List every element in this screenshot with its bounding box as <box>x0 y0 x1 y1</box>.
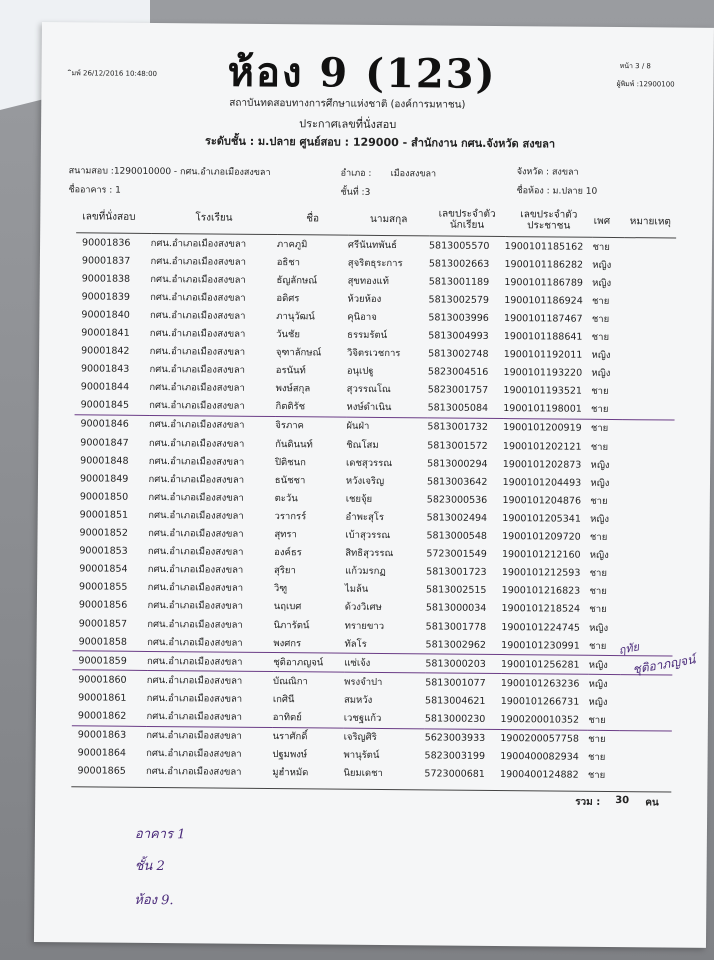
table-cell: 1900101188641 <box>503 331 583 343</box>
table-cell: 5813001778 <box>425 620 487 633</box>
table-cell: 1900101218524 <box>501 603 581 616</box>
table-cell: 90001851 <box>79 509 129 521</box>
column-header: หมายเหตุ <box>624 205 676 238</box>
table-cell: ชาย <box>587 770 606 782</box>
table-cell: อดิศร <box>276 292 300 305</box>
handwritten-floor: ชั้น 2 <box>134 858 165 875</box>
table-cell: ด้วงวิเศษ <box>344 602 382 614</box>
column-header: โรงเรียน <box>151 201 278 235</box>
table-cell: 5813000203 <box>425 654 501 674</box>
table-cell: ชาย <box>590 441 609 453</box>
table-cell: 5823000536 <box>426 494 488 506</box>
table-cell: หญิง <box>589 655 621 674</box>
table-cell: หวังเจริญ <box>345 475 385 487</box>
document-title: ประกาศเลขที่นั่งสอบ <box>299 117 397 132</box>
table-cell: กศน.อำเภอเมืองสงขลา <box>148 509 244 522</box>
column-header: เพศ <box>593 205 625 238</box>
table-cell: ทรายขาว <box>344 620 385 632</box>
district-label: อำเภอ : <box>340 168 372 179</box>
table-cell: พรงจำปา <box>344 676 383 688</box>
table-cell: คุนิอาจ <box>347 311 377 323</box>
table-cell: 90001864 <box>77 747 127 759</box>
table-cell: สมหวัง <box>343 694 373 706</box>
table-cell: 90001842 <box>81 345 130 357</box>
table-cell <box>624 274 676 293</box>
table-cell: 5823003199 <box>424 750 486 763</box>
total-unit: คน <box>645 797 659 809</box>
table-cell: 5813001189 <box>428 276 490 288</box>
table-cell: เวชฐแก้ว <box>344 709 425 728</box>
table-cell: หญิง <box>590 513 610 525</box>
table-cell: ธรรมรัตน์ <box>347 329 388 342</box>
table-cell: 1900101230991 <box>501 636 589 655</box>
table-cell <box>624 256 676 275</box>
table-cell: หญิง <box>589 622 609 634</box>
table-cell: ชาย <box>589 586 607 598</box>
table-cell: กศน.อำเภอเมืองสงขลา <box>147 652 273 672</box>
table-cell: พงศกร <box>273 634 344 653</box>
table-cell: พงษ์สกุล <box>275 383 311 395</box>
table-cell: 90001848 <box>80 455 129 467</box>
table-cell: 5813002579 <box>428 294 490 306</box>
table-cell: 90001839 <box>81 291 131 303</box>
table-cell: ชาย <box>588 733 606 746</box>
table-cell <box>622 529 674 548</box>
table-cell: 1900101216823 <box>501 585 581 598</box>
table-cell: อรนันท์ <box>275 365 306 377</box>
table-body <box>71 233 676 786</box>
table-cell: 90001836 <box>82 236 131 249</box>
table-cell: กศน.อำเภอเมืองสงขลา <box>150 273 246 286</box>
table-cell: 1900101205341 <box>502 512 581 525</box>
column-header: นามสกุล <box>348 203 429 236</box>
table-cell: 90001857 <box>78 617 128 630</box>
table-cell: 90001859 <box>72 651 147 671</box>
table-cell: มูฮำหมัด <box>272 767 309 779</box>
table-cell: 90001846 <box>80 418 129 431</box>
table-cell: 5813003996 <box>428 312 489 324</box>
table-cell: 1900101263236 <box>500 677 580 690</box>
table-cell: 5813000230 <box>425 710 501 729</box>
table-cell: กันดินนท์ <box>275 438 313 450</box>
table-cell: นิภารัตน์ <box>273 619 310 631</box>
table-cell: แซ่เจ้ง <box>344 653 425 673</box>
table-cell: กศน.อำเภอเมืองสงขลา <box>148 527 244 540</box>
table-cell: 1900200057758 <box>500 733 580 745</box>
table-cell: 5723001549 <box>426 548 487 561</box>
table-cell: กิตติรัช <box>275 398 346 417</box>
table-cell: ชาย <box>590 495 608 507</box>
table-cell: 5813002663 <box>428 258 490 270</box>
table-cell <box>623 310 675 329</box>
table-cell <box>620 767 672 786</box>
table-cell: ภาคภูมิ <box>276 238 308 250</box>
table-cell: 5813004621 <box>425 695 486 707</box>
table-cell: 90001837 <box>81 254 131 267</box>
margin-note-1: ฤทัย <box>617 640 641 658</box>
table-cell: 1900101204876 <box>502 494 582 507</box>
table-cell: หญิง <box>592 259 612 271</box>
table-cell: กศน.อำเภอเมืองสงขลา <box>150 291 246 304</box>
table-cell: สุวรรณโณ <box>346 383 391 396</box>
table-cell: สุขทองแท้ <box>347 275 389 287</box>
table-cell: 5823001757 <box>427 384 489 397</box>
table-cell: 90001856 <box>78 599 128 612</box>
table-cell: 90001850 <box>79 491 129 503</box>
table-cell: 90001853 <box>79 545 128 557</box>
table-cell: ชาย <box>589 531 608 543</box>
table-cell: สุริยา <box>273 565 296 577</box>
table-cell: ธนัชชา <box>274 474 306 487</box>
table-cell: 90001854 <box>79 563 128 576</box>
seating-table <box>71 200 676 785</box>
table-cell: 1900101212593 <box>501 567 581 579</box>
table-cell: ชาย <box>591 401 623 420</box>
table-cell: จุฑาลักษณ์ <box>275 347 322 359</box>
table-cell: องค์ธร <box>274 547 302 559</box>
table-cell: 1900101193521 <box>503 385 583 398</box>
table-cell: 90001840 <box>81 309 130 321</box>
table-cell: สิทธิสุวรรณ <box>345 547 394 560</box>
table-row <box>71 762 671 785</box>
table-cell <box>620 712 672 731</box>
table-cell: 1900101202873 <box>502 458 582 471</box>
table-cell: 90001855 <box>79 581 128 594</box>
table-cell: 90001838 <box>81 273 131 285</box>
table-cell: อาทิตย์ <box>273 708 344 727</box>
table-cell: เกศินี <box>272 693 295 706</box>
table-cell: 5823004516 <box>427 366 489 379</box>
table-cell: ชาย <box>589 568 608 580</box>
table-cell: วันชัย <box>276 329 300 341</box>
table-cell: ห้วยห้อง <box>347 293 382 305</box>
table-cell: ชาย <box>591 313 610 325</box>
table-cell: 5813000548 <box>426 530 487 542</box>
table-cell: 5813004993 <box>428 330 489 342</box>
table-cell: 1900101186924 <box>504 294 583 307</box>
table-cell <box>623 347 675 366</box>
table-cell: วิฑู <box>273 583 288 595</box>
table-cell: วิจิตรเวชการ <box>346 347 401 360</box>
table-cell <box>620 749 672 768</box>
table-cell <box>622 474 674 493</box>
table-cell: 1900101193220 <box>503 367 583 379</box>
table-cell: หญิง <box>590 477 610 489</box>
table-cell: กศน.อำเภอเมืองสงขลา <box>149 382 245 395</box>
table-cell: แก้วมรกฏ <box>345 565 386 578</box>
table-cell: กศน.อำเภอเมืองสงขลา <box>146 674 243 687</box>
table-cell: 1900101266731 <box>500 695 580 708</box>
table-cell: 5813001723 <box>426 566 487 579</box>
table-cell: 5623003933 <box>424 732 486 744</box>
table-cell: 1900101209720 <box>502 531 581 543</box>
table-cell: เบ้าสุวรรณ <box>345 529 391 542</box>
handwritten-building: อาคาร 1 <box>134 826 186 843</box>
column-header: เลขที่นั่งสอบ <box>76 200 151 233</box>
column-header: เลขประจำตัว นักเรียน <box>429 203 505 236</box>
table-cell: ธัญลักษณ์ <box>276 274 318 287</box>
table-cell: ชาย <box>591 295 610 307</box>
table-cell: 5813000034 <box>425 602 487 615</box>
table-cell: ชิณโสม <box>346 439 379 451</box>
table-cell: ไมล้น <box>344 583 369 596</box>
table-cell <box>620 675 672 694</box>
table-cell: 5723000681 <box>424 768 485 781</box>
table-cell: กศน.อำเภอเมืองสงขลา <box>147 564 244 577</box>
table-cell: ชุติอาภญจน์ <box>273 653 344 673</box>
table-cell: กศน.อำเภอเมืองสงขลา <box>148 491 244 504</box>
table-cell: หญิง <box>589 549 609 562</box>
table-cell <box>622 456 674 475</box>
building-name: ชื่ออาคาร : 1 <box>68 185 121 196</box>
level-center-line: ระดับชั้น : ม.ปลาย ศูนย์สอบ : 129000 - สำนักงาน กศน.จังหวัด สงขลา <box>204 134 556 151</box>
table-cell: กศน.อำเภอเมืองสงขลา <box>146 748 242 760</box>
floor-number: ชั้นที่ :3 <box>340 187 371 198</box>
table-cell: ชาย <box>592 241 610 253</box>
table-cell: 5813005084 <box>428 399 504 418</box>
table-cell: กศน.อำเภอเมืองสงขลา <box>148 437 245 450</box>
table-cell: 1900200010352 <box>500 710 588 729</box>
table-cell: ชาย <box>588 711 620 730</box>
table-cell: กศน.อำเภอเมืองสงขลา <box>148 473 245 486</box>
table-cell: 90001863 <box>77 729 127 741</box>
total-label: รวม : <box>575 796 601 808</box>
province: จังหวัด : สงขลา <box>516 167 579 178</box>
table-bottom-rule <box>71 786 671 792</box>
column-header: ชื่อ <box>277 202 348 235</box>
table-cell: หญิง <box>590 459 610 471</box>
table-cell: กศน.อำเภอเมืองสงขลา <box>148 455 245 468</box>
table-cell: 5813001077 <box>425 677 486 689</box>
table-cell: ปิติชนก <box>274 456 306 468</box>
table-cell: กศน.อำเภอเมืองสงขลา <box>149 397 275 417</box>
table-cell: ชาย <box>591 331 610 343</box>
table-cell: สุจริตธุระการ <box>347 257 403 269</box>
table-cell: กศน.อำเภอเมืองสงขลา <box>147 546 244 558</box>
table-cell: 1900400124882 <box>500 769 579 781</box>
handwritten-room: ห้อง 9. <box>134 892 174 909</box>
table-cell: 1900101192011 <box>503 349 583 361</box>
table-cell: 1900101198001 <box>503 400 591 419</box>
table-cell: วรากรร์ <box>274 511 307 523</box>
table-cell <box>620 693 672 712</box>
table-cell <box>621 619 673 638</box>
table-cell <box>624 238 676 257</box>
table-cell: 5813000294 <box>427 458 488 470</box>
table-cell: 90001841 <box>81 327 130 339</box>
organization-name: สถาบันทดสอบทางการศึกษาแห่งชาติ (องค์การมหาชน) <box>229 97 466 111</box>
table-cell: 1900101212160 <box>501 549 581 561</box>
table-cell: 90001862 <box>72 707 147 726</box>
table-cell: 90001852 <box>79 527 128 539</box>
table-cell: หญิง <box>588 696 608 708</box>
table-cell: พานุรัตน์ <box>343 749 380 762</box>
table-cell: 1900101200919 <box>503 422 582 435</box>
table-cell: 1900400082934 <box>500 751 579 763</box>
table-cell: อนุเปฐู <box>346 365 374 378</box>
table-cell: กศน.อำเภอเมืองสงขลา <box>147 633 273 653</box>
table-cell: 5813002962 <box>425 635 501 654</box>
table-cell: กศน.อำเภอเมืองสงขลา <box>150 255 247 268</box>
table-cell: กศน.อำเภอเมืองสงขลา <box>147 600 244 613</box>
table-cell: นิยมเดชา <box>343 767 383 780</box>
table-cell: เดชสุวรรณ <box>346 457 393 469</box>
table-cell: หญิง <box>591 368 611 380</box>
table-cell: กศน.อำเภอเมืองสงขลา <box>147 618 243 631</box>
table-cell: กศน.อำเภอเมืองสงขลา <box>149 309 246 322</box>
table-cell: 90001849 <box>79 473 129 485</box>
table-cell: เจริญศิริ <box>343 731 377 744</box>
table-cell: 90001845 <box>75 396 150 415</box>
table-cell: ชาย <box>589 604 607 616</box>
table-cell <box>623 383 675 402</box>
table-cell: ตะวัน <box>274 492 298 505</box>
table-cell: 90001865 <box>77 765 126 778</box>
table-cell: กศน.อำเภอเมืองสงขลา <box>149 327 246 340</box>
table-cell: กศน.อำเภอเมืองสงขลา <box>147 582 244 595</box>
table-cell: 1900101186789 <box>504 276 583 289</box>
table-cell <box>622 438 674 457</box>
table-cell: กศน.อำเภอเมืองสงขลา <box>149 364 246 376</box>
table-cell: ภานุวัฒน์ <box>276 310 315 323</box>
table-cell: กศน.อำเภอเมืองสงขลา <box>149 346 246 358</box>
table-cell: อำพะสุโร <box>345 511 385 523</box>
table-cell: กศน.อำเภอเมืองสงขลา <box>150 237 247 250</box>
table-cell: 1900101187467 <box>504 312 583 325</box>
table-cell: ผันฝ่า <box>346 421 370 433</box>
table-cell <box>623 401 675 420</box>
table-cell: ชาย <box>589 637 621 656</box>
table-cell: กศน.อำเภอเมืองสงขลา <box>146 707 272 727</box>
table-cell: บัณณิกา <box>273 675 308 688</box>
table-cell: 1900101224745 <box>501 621 580 634</box>
table-cell <box>621 601 673 620</box>
table-cell <box>621 565 673 584</box>
table-cell: กศน.อำเภอเมืองสงขลา <box>146 692 243 705</box>
table-cell: ชาย <box>587 751 606 764</box>
table-cell: 90001847 <box>80 436 129 449</box>
exam-site: สนามสอบ :1290010000 - กศน.อำเภอเมืองสงขลา <box>68 166 271 178</box>
table-cell: 5813002748 <box>428 348 489 361</box>
table-cell <box>622 492 674 511</box>
table-cell: 5813003642 <box>426 476 488 488</box>
table-cell: 90001860 <box>78 674 127 686</box>
printer-code: ผู้พิมพ์ :12900100 <box>616 80 675 89</box>
table-cell: 1900101185162 <box>504 240 584 253</box>
table-cell: หญิง <box>591 349 611 362</box>
table-cell: กศน.อำเภอเมืองสงขลา <box>148 419 245 432</box>
table-cell <box>623 329 675 348</box>
table-cell: 1900101186282 <box>504 258 584 271</box>
room-name: ชื่อห้อง : ม.ปลาย 10 <box>516 186 598 197</box>
table-cell: 5813001732 <box>427 421 488 434</box>
table-cell <box>623 365 675 384</box>
table-cell: 90001843 <box>80 363 130 375</box>
table-cell: ชาย <box>591 386 609 398</box>
table-cell: สุทรา <box>274 529 297 541</box>
table-cell: หงษ์ดำเนิน <box>346 399 427 418</box>
table-cell: 5813002515 <box>425 584 487 597</box>
table-cell: เชยจุ้ย <box>345 493 373 505</box>
table-cell <box>624 292 676 311</box>
table-cell: 90001858 <box>73 632 148 651</box>
table-cell <box>622 510 674 529</box>
table-cell: 5813001572 <box>427 439 488 452</box>
table-cell: กศน.อำเภอเมืองสงขลา <box>145 766 242 779</box>
district-value: เมืองสงขลา <box>390 169 437 180</box>
table-cell <box>623 420 675 439</box>
seating-announcement-sheet <box>34 22 714 948</box>
table-cell <box>620 730 672 749</box>
table-cell: จิรภาค <box>275 420 304 432</box>
table-cell: ปฐมพงษ์ <box>272 749 308 761</box>
table-cell: ทัลโร <box>344 635 425 654</box>
table-cell <box>621 583 673 602</box>
table-header-row <box>76 200 676 238</box>
table-cell: 90001861 <box>78 692 127 704</box>
table-cell: หญิง <box>592 277 612 289</box>
handwritten-room-title: ห้อง 9 (123) <box>227 48 497 98</box>
table-cell: 90001844 <box>80 381 130 394</box>
margin-note-2: ชุติอาภญจน์ <box>631 652 697 677</box>
total-count: 30 <box>615 795 630 807</box>
table-cell: ชาย <box>590 423 609 435</box>
table-cell: กศน.อำเภอเมืองสงขลา <box>146 730 242 742</box>
table-cell: 1900101256281 <box>501 655 589 675</box>
table-cell: ศรีนันทพันธ์ <box>347 239 397 251</box>
table-cell <box>621 547 673 566</box>
print-timestamp: ิมพ์ 26/12/2016 10:48:00 <box>71 69 158 79</box>
table-cell: 1900101204493 <box>502 476 582 489</box>
page-number: หน้า 3 / 8 <box>619 62 651 71</box>
table-cell: อธิชา <box>276 256 301 268</box>
column-header: เลขประจำตัว ประชาชน <box>505 204 593 237</box>
table-cell: หญิง <box>588 678 608 690</box>
table-cell: 1900101202121 <box>502 440 582 453</box>
table-cell: 5813002494 <box>426 512 488 524</box>
table-cell: นราศักดิ์ <box>272 731 308 743</box>
table-cell: นฤเบศ <box>273 601 302 613</box>
table-cell: 5813005570 <box>428 239 490 252</box>
